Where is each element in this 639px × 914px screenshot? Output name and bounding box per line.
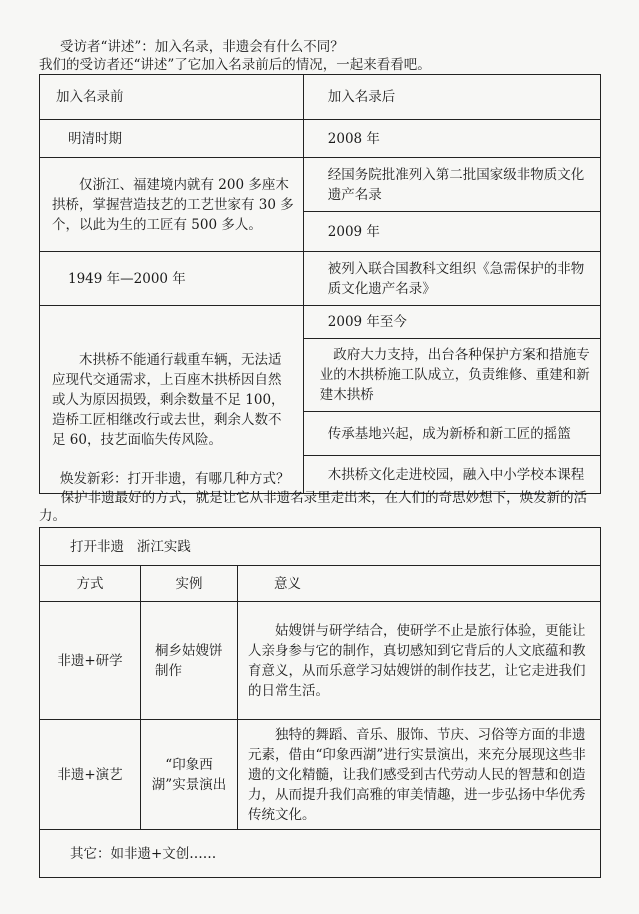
- row3-before: 1949 年—2000 年: [40, 252, 304, 306]
- col-method-header: 方式: [40, 566, 141, 602]
- row4-after-b: 政府大力支持，出台各种保护方案和措施专业的木拱桥施工队成立，负责维修、重建和新建木拱桥: [303, 339, 600, 412]
- other-methods: 其它：如非遗+文创……: [40, 830, 601, 878]
- row1-after: 2008 年: [303, 120, 600, 158]
- row2-after-b: 2009 年: [303, 212, 600, 252]
- row2-after-a: 经国务院批准列入第二批国家级非物质文化遗产名录: [303, 158, 600, 212]
- row4-before: 木拱桥不能通行载重车辆，无法适应现代交通需求，上百座木拱桥因自然或人为原因损毁，剩余数量不足 100，造桥工匠相继改行或去世，剩余人数不足 60，技艺面临失传风险。: [40, 306, 304, 494]
- row1-meaning: 姑嫂饼与研学结合，使研学不止是旅行体验，更能让人亲身参与它的制作，真切感知到它背后的人文底蕴和教育意义，从而乐意学习姑嫂饼的制作技艺，让它走进我们的日常生活。: [238, 602, 601, 720]
- intro-line-2: 我们的受访者还“讲述”了它加入名录前后的情况，一起来看看吧。: [39, 57, 431, 73]
- header-before: 加入名录前: [40, 75, 304, 120]
- col-meaning-header: 意义: [238, 566, 601, 602]
- row1-example: 桐乡姑嫂饼制作: [141, 602, 238, 720]
- row2-meaning: 独特的舞蹈、音乐、服饰、节庆、习俗等方面的非遗元素，借由“印象西湖”进行实景演出，来充分展现这些非遗的文化精髓，让我们感受到古代劳动人民的智慧和创造力，从而提升我们高雅的审美情趣，进一步弘扬中华优秀传统文化。: [238, 720, 601, 830]
- practice-table: [39, 527, 601, 878]
- header-after: 加入名录后: [303, 75, 600, 120]
- row2-example: “印象西湖”实景演出: [141, 720, 238, 830]
- practice-table-title: 打开非遗 浙江实践: [40, 528, 601, 566]
- row3-after: 被列入联合国教科文组织《急需保护的非物质文化遗产名录》: [303, 252, 600, 306]
- row2-method: 非遗+演艺: [40, 720, 141, 830]
- intro-line-1: 受访者“讲述”：加入名录，非遗会有什么不同？: [60, 39, 344, 55]
- row4-after-c: 传承基地兴起，成为新桥和新工匠的摇篮: [303, 412, 600, 456]
- before-after-table: [39, 74, 601, 494]
- section2-line-1: 焕发新彩：打开非遗，有哪几种方式？: [60, 471, 290, 487]
- row1-method: 非遗+研学: [40, 602, 141, 720]
- row4-after-d: 木拱桥文化走进校园，融入中小学校本课程: [303, 456, 600, 494]
- row1-before: 明清时期: [40, 120, 304, 158]
- row4-after-a: 2009 年至今: [303, 306, 600, 339]
- col-example-header: 实例: [141, 566, 238, 602]
- row2-before: 仅浙江、福建境内就有 200 多座木拱桥，掌握营造技艺的工艺世家有 30 多个，以此为生的工匠有 500 多人。: [40, 158, 304, 252]
- section2-line-2: 保护非遗最好的方式，就是让它从非遗名录里走出来，在人们的奇思妙想下，焕发新的活力。: [39, 490, 588, 524]
